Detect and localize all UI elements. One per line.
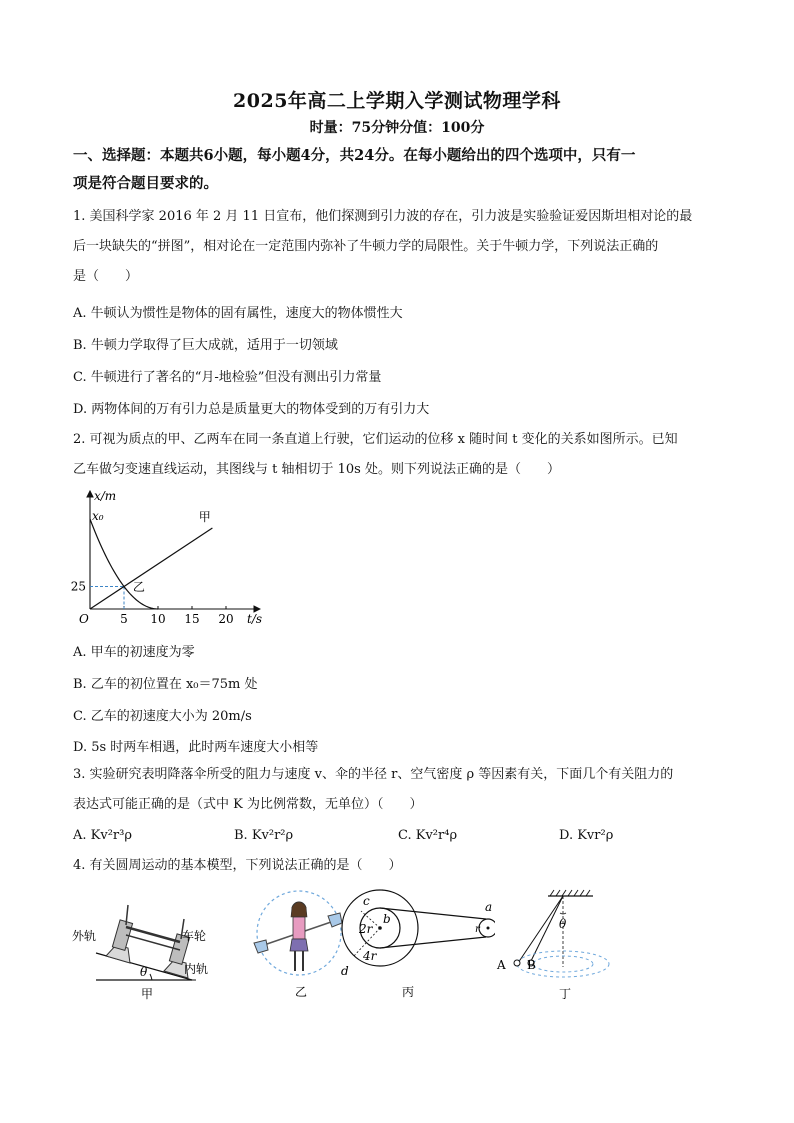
x-tick-label: 10	[150, 612, 166, 626]
figure-jia-banked-track	[68, 883, 228, 1003]
q3-option-c: C. Kv²r⁴ρ	[398, 828, 458, 843]
label-wheel: 车轮	[182, 929, 207, 943]
y-axis-label: x/m	[94, 489, 117, 503]
q1-option-b: B. 牛顿力学取得了巨大成就，适用于一切领域	[73, 338, 338, 353]
series-label-yi: 乙	[132, 580, 145, 594]
q1-option-c: C. 牛顿进行了著名的“月-地检验”但没有测出引力常量	[73, 370, 382, 385]
q4-line1: 4. 有关圆周运动的基本模型，下列说法正确的是（ ）	[73, 858, 402, 873]
caption-jia: 甲	[141, 987, 154, 1001]
label-d: d	[341, 964, 349, 978]
label-b: b	[383, 912, 391, 926]
y-tick-label: 25	[70, 579, 86, 594]
q3-line2: 表达式可能正确的是（式中 K 为比例常数，无单位）（ ）	[73, 797, 423, 812]
label-r: r	[475, 924, 480, 935]
caption-yi: 乙	[295, 985, 308, 999]
origin-label: O	[79, 612, 89, 626]
label-theta-ding: θ	[559, 917, 567, 931]
label-outer-rail: 外轨	[72, 929, 97, 943]
y-top-label: x₀	[92, 509, 104, 523]
label-inner-rail: 内轨	[184, 962, 209, 976]
q1-option-a: A. 牛顿认为惯性是物体的固有属性，速度大的物体惯性大	[73, 306, 403, 321]
label-c: c	[363, 894, 370, 908]
x-axis-label: t/s	[247, 612, 263, 626]
x-tick-label: 5	[120, 612, 128, 626]
figure-bing-wheels	[335, 883, 495, 1003]
label-A: A	[497, 958, 506, 972]
x-tick-label: 20	[218, 612, 234, 626]
section-heading-line1: 一、选择题：本题共6小题，每小题4分，共24分。在每小题给出的四个选项中，只有一	[73, 147, 636, 164]
caption-ding: 丁	[559, 987, 572, 1001]
label-4r: 4r	[363, 949, 377, 963]
caption-bing: 丙	[402, 985, 415, 999]
x-tick-label: 15	[184, 612, 200, 626]
q1-option-d: D. 两物体间的万有引力总是质量更大的物体受到的万有引力大	[73, 402, 430, 417]
q3-line1: 3. 实验研究表明降落伞所受的阻力与速度 v、伞的半径 r、空气密度 ρ 等因素有关，下面几个有关阻力的	[73, 767, 674, 782]
series-line-jia	[90, 528, 212, 609]
page-subtitle: 时量：75分钟分值：100分	[309, 120, 485, 136]
page-title: 2025年高二上学期入学测试物理学科	[233, 90, 561, 112]
section-heading-line2: 项是符合题目要求的。	[73, 175, 218, 192]
label-2r: 2r	[359, 922, 373, 936]
q2-option-c: C. 乙车的初速度大小为 20m/s	[73, 709, 252, 724]
q1-line3: 是（ ）	[73, 269, 139, 284]
q2-line2: 乙车做匀变速直线运动，其图线与 t 轴相切于 10s 处。则下列说法正确的是（ ）	[73, 462, 560, 477]
label-theta-jia: θ	[140, 965, 148, 979]
xt-chart	[70, 487, 290, 635]
q3-option-b: B. Kv²r²ρ	[234, 828, 294, 843]
label-a: a	[485, 900, 493, 914]
q1-line1: 1. 美国科学家 2016 年 2 月 11 日宣布，他们探测到引力波的存在，引力波是实验验证爱因斯坦相对论的最	[73, 209, 693, 224]
q2-line1: 2. 可视为质点的甲、乙两车在同一条直道上行驶，它们运动的位移 x 随时间 t 变化的关系如图所示。已知	[73, 432, 678, 447]
figure-ding-pendulum	[493, 883, 623, 1003]
q2-option-d: D. 5s 时两车相遇，此时两车速度大小相等	[73, 740, 319, 755]
q2-option-a: A. 甲车的初速度为零	[73, 645, 195, 660]
series-label-jia: 甲	[198, 509, 211, 524]
q2-option-b: B. 乙车的初位置在 x₀＝75m 处	[73, 677, 258, 692]
label-B: B	[527, 958, 536, 972]
q3-option-d: D. Kvr²ρ	[559, 828, 614, 843]
q3-option-a: A. Kv²r³ρ	[73, 828, 132, 843]
series-line-yi	[90, 519, 158, 609]
q1-line2: 后一块缺失的“拼图”，相对论在一定范围内弥补了牛顿力学的局限性。关于牛顿力学，下列说法正确的	[73, 239, 659, 254]
